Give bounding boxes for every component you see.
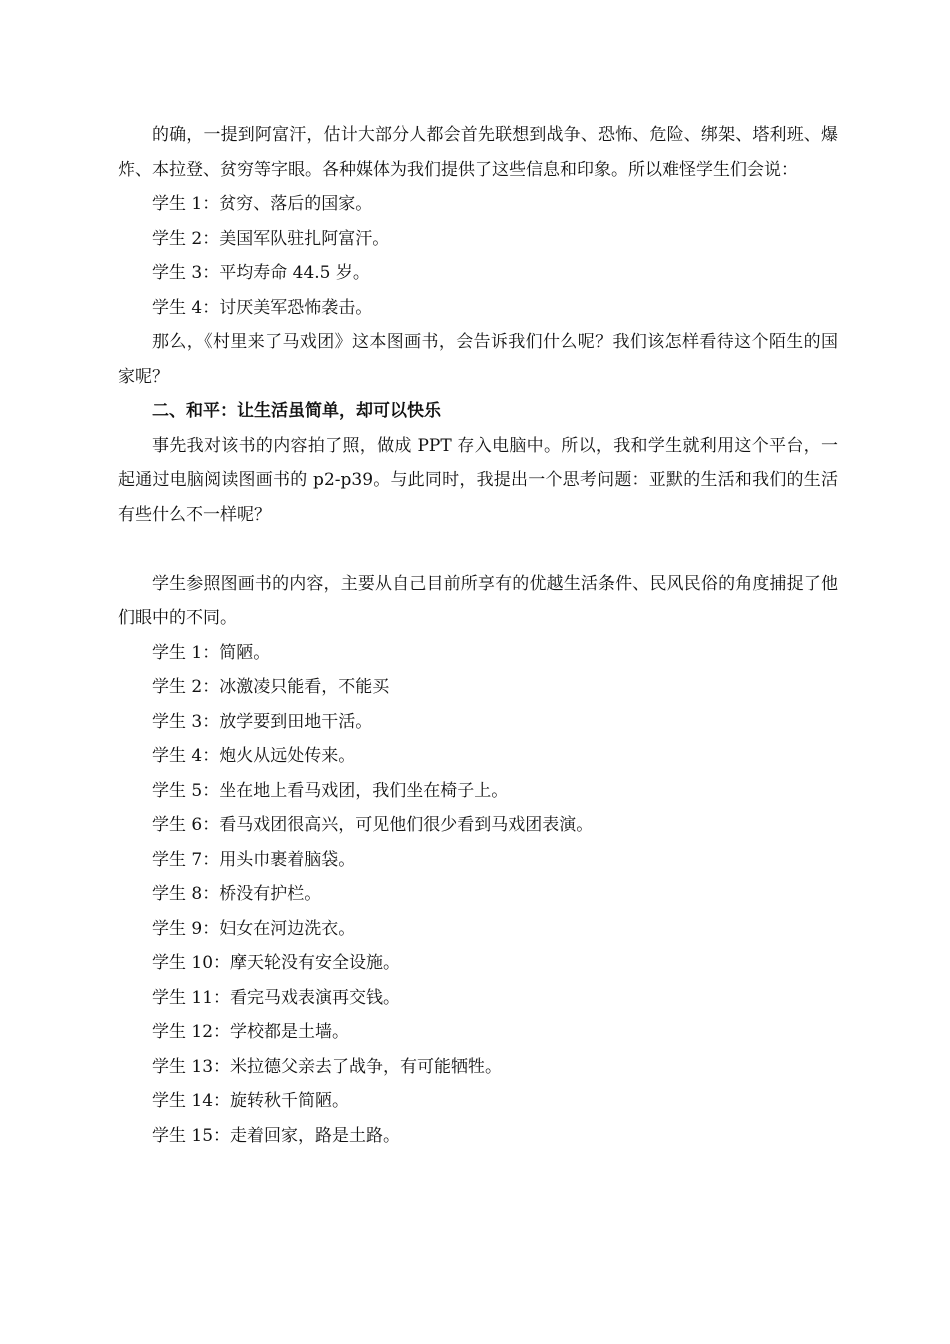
response-line: 学生 7：用头巾裹着脑袋。 bbox=[152, 849, 356, 870]
intro-paragraph: 的确，一提到阿富汗，估计大部分人都会首先联想到战争、恐怖、危险、绑架、塔利班、爆炸、本拉登、贫穷等字眼。各种媒体为我们提供了这些信息和印象。所以难怪学生们会说： bbox=[118, 125, 838, 180]
response-line: 学生 13：米拉德父亲去了战争，有可能牺牲。 bbox=[152, 1056, 503, 1077]
response-line: 学生 3：放学要到田地干活。 bbox=[152, 711, 373, 732]
response-line: 学生 12：学校都是土墙。 bbox=[152, 1022, 350, 1042]
response-line: 学生 1：简陋。 bbox=[152, 642, 271, 663]
response-line: 学生 4：炮火从远处传来。 bbox=[152, 746, 356, 766]
document-page bbox=[118, 118, 838, 1153]
response-line: 学生 10：摩天轮没有安全设施。 bbox=[152, 953, 401, 973]
response-line: 学生 4：讨厌美军恐怖袭击。 bbox=[152, 297, 373, 318]
response-line: 学生 14：旋转秋千简陋。 bbox=[152, 1091, 350, 1111]
response-line: 学生 1：贫穷、落后的国家。 bbox=[152, 194, 373, 214]
response-line: 学生 6：看马戏团很高兴，可见他们很少看到马戏团表演。 bbox=[152, 815, 594, 835]
response-line: 学生 5：坐在地上看马戏团，我们坐在椅子上。 bbox=[152, 780, 509, 801]
method-paragraph: 事先我对该书的内容拍了照，做成 PPT 存入电脑中。所以，我和学生就利用这个平台，一起通过电脑阅读图画书的 p2-p39。与此同时，我提出一个思考问题：亚默的生活和我们的生活有些什么不一样呢？ bbox=[118, 435, 838, 525]
response-line: 学生 2：美国军队驻扎阿富汗。 bbox=[152, 228, 390, 249]
response-line: 学生 15：走着回家，路是土路。 bbox=[152, 1125, 401, 1146]
response-line: 学生 9：妇女在河边洗衣。 bbox=[152, 918, 356, 939]
observation-paragraph: 学生参照图画书的内容，主要从自己目前所享有的优越生活条件、民风民俗的角度捕捉了他们眼中的不同。 bbox=[118, 573, 838, 628]
question-paragraph: 那么，《村里来了马戏团》这本图画书，会告诉我们什么呢？我们该怎样看待这个陌生的国家呢？ bbox=[118, 332, 838, 387]
response-line: 学生 8：桥没有护栏。 bbox=[152, 884, 322, 904]
section-heading: 二、和平：让生活虽简单，却可以快乐 bbox=[152, 401, 441, 421]
response-line: 学生 3：平均寿命 44.5 岁。 bbox=[152, 263, 370, 283]
response-line: 学生 2：冰激凌只能看，不能买 bbox=[152, 677, 390, 697]
blank-line bbox=[118, 532, 838, 567]
response-line: 学生 11：看完马戏表演再交钱。 bbox=[152, 987, 401, 1008]
